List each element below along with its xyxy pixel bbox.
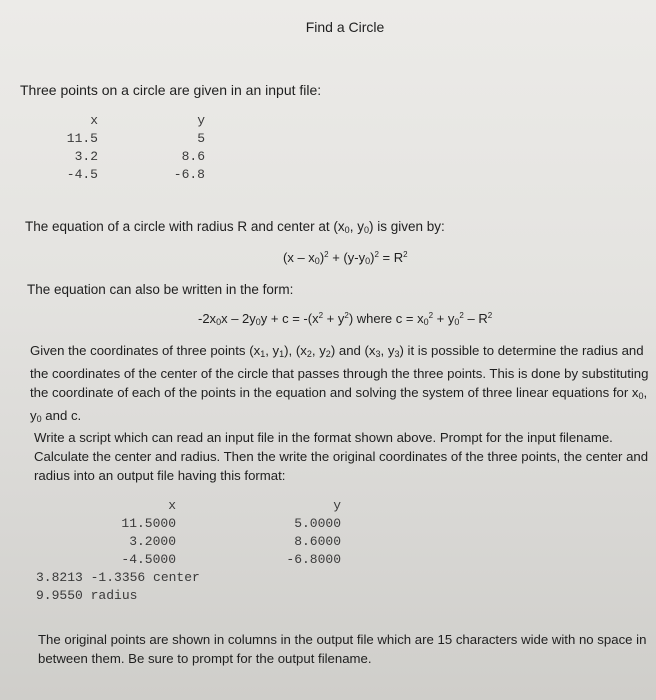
text: ), (x xyxy=(284,343,307,358)
input-cell-x: -4.5 xyxy=(66,167,98,182)
task-paragraph: Write a script which can read an input file in the format shown above. Prompt for the input filename. Calculate the center and radius. Then the write the original coordinates of the three points, the center and radius into an output file having this format: xyxy=(34,430,649,483)
input-cell-x: 3.2 xyxy=(74,149,98,164)
output-center-line xyxy=(36,570,316,588)
equation-alt-intro: The equation can also be written in the form: xyxy=(27,282,294,297)
intro-text: Three points on a circle are given in an input file: xyxy=(20,82,322,98)
subscript: 0 xyxy=(365,256,371,266)
output-radius-line xyxy=(36,588,316,606)
text: ) xyxy=(319,250,325,265)
text: ) and (x xyxy=(330,343,376,358)
text: (x – x xyxy=(283,250,315,265)
subscript: 0 xyxy=(363,225,369,235)
superscript: 2 xyxy=(374,250,379,259)
superscript: 2 xyxy=(428,311,434,320)
text: , y xyxy=(265,343,280,358)
input-table-row xyxy=(55,167,205,185)
center-text: 3.8213 -1.3356 center xyxy=(36,570,200,585)
superscript: 2 xyxy=(318,311,324,320)
output-table-header xyxy=(36,498,341,516)
subscript: 0 xyxy=(638,391,644,401)
subscript: 1 xyxy=(279,349,285,359)
superscript: 2 xyxy=(324,250,329,259)
subscript: 0 xyxy=(454,317,460,327)
circle-equation xyxy=(283,250,408,266)
superscript: 2 xyxy=(344,311,349,320)
output-table-row xyxy=(36,516,341,534)
method-paragraph xyxy=(30,341,650,429)
subscript: 0 xyxy=(344,225,350,235)
output-cell-y: -6.8000 xyxy=(286,552,341,567)
input-cell-y: 8.6 xyxy=(181,149,205,164)
input-header-x: x xyxy=(90,113,98,128)
input-cell-y: -6.8 xyxy=(173,167,205,182)
subscript: 0 xyxy=(216,317,222,327)
input-cell-x: 11.5 xyxy=(66,131,98,146)
subscript: 0 xyxy=(255,317,261,327)
text: -2x xyxy=(198,311,217,326)
superscript: 2 xyxy=(403,250,408,259)
page-title: Find a Circle xyxy=(305,19,385,35)
subscript: 0 xyxy=(36,414,42,424)
output-table-row xyxy=(36,534,341,552)
output-cell-y: 5.0000 xyxy=(294,516,341,531)
text: ) it is possible to determine the radius and the coordinates of the center of the circle that passes through the three points. This is done by substituting the coordinate of each of the points in the equation and solving the system of three linear equations for x xyxy=(30,343,649,400)
text: ) xyxy=(370,250,375,265)
output-header-y: y xyxy=(333,498,341,513)
output-cell-x: 3.2000 xyxy=(129,534,176,549)
text: ) where c = x xyxy=(348,311,424,326)
output-table xyxy=(36,498,341,606)
superscript: 2 xyxy=(459,311,464,320)
format-note: The original points are shown in columns in the output file which are 15 characters wide with no space in between them. Be sure to prompt for the output filename. xyxy=(38,632,647,666)
subscript: 0 xyxy=(423,317,429,327)
equation-intro xyxy=(25,219,445,235)
subscript: 0 xyxy=(314,256,320,266)
text: + y xyxy=(323,311,345,326)
input-table-row xyxy=(55,131,205,149)
superscript: 2 xyxy=(487,311,493,320)
text: The equation of a circle with radius R and center at (x xyxy=(25,219,345,234)
text: x – 2y xyxy=(221,311,256,326)
output-cell-x: 11.5000 xyxy=(121,516,176,531)
text: y + c = -(x xyxy=(260,311,319,326)
subscript: 3 xyxy=(394,349,400,359)
output-cell-x: -4.5000 xyxy=(121,552,176,567)
input-table-row xyxy=(55,149,205,167)
subscript: 1 xyxy=(260,349,266,359)
subscript: 2 xyxy=(325,349,331,359)
text: , y xyxy=(380,343,395,358)
input-table-header xyxy=(55,113,205,131)
input-cell-y: 5 xyxy=(197,131,205,146)
linear-equation xyxy=(198,311,492,327)
subscript: 2 xyxy=(306,349,312,359)
text: + (y-y xyxy=(328,250,366,265)
text: , y xyxy=(349,219,364,234)
output-table-row xyxy=(36,552,341,570)
radius-text: 9.9550 radius xyxy=(36,588,138,603)
subscript: 3 xyxy=(375,349,381,359)
text: Given the coordinates of three points (x xyxy=(30,343,261,358)
output-cell-y: 8.6000 xyxy=(294,534,341,549)
text: and c. xyxy=(41,408,82,423)
input-table xyxy=(55,113,205,185)
text: ) is given by: xyxy=(368,219,445,234)
text: = R xyxy=(378,250,404,265)
text: + y xyxy=(433,311,455,326)
text: , y xyxy=(30,385,648,423)
input-header-y: y xyxy=(197,113,205,128)
output-header-x: x xyxy=(168,498,176,513)
text: , y xyxy=(311,343,326,358)
text: – R xyxy=(463,311,488,326)
